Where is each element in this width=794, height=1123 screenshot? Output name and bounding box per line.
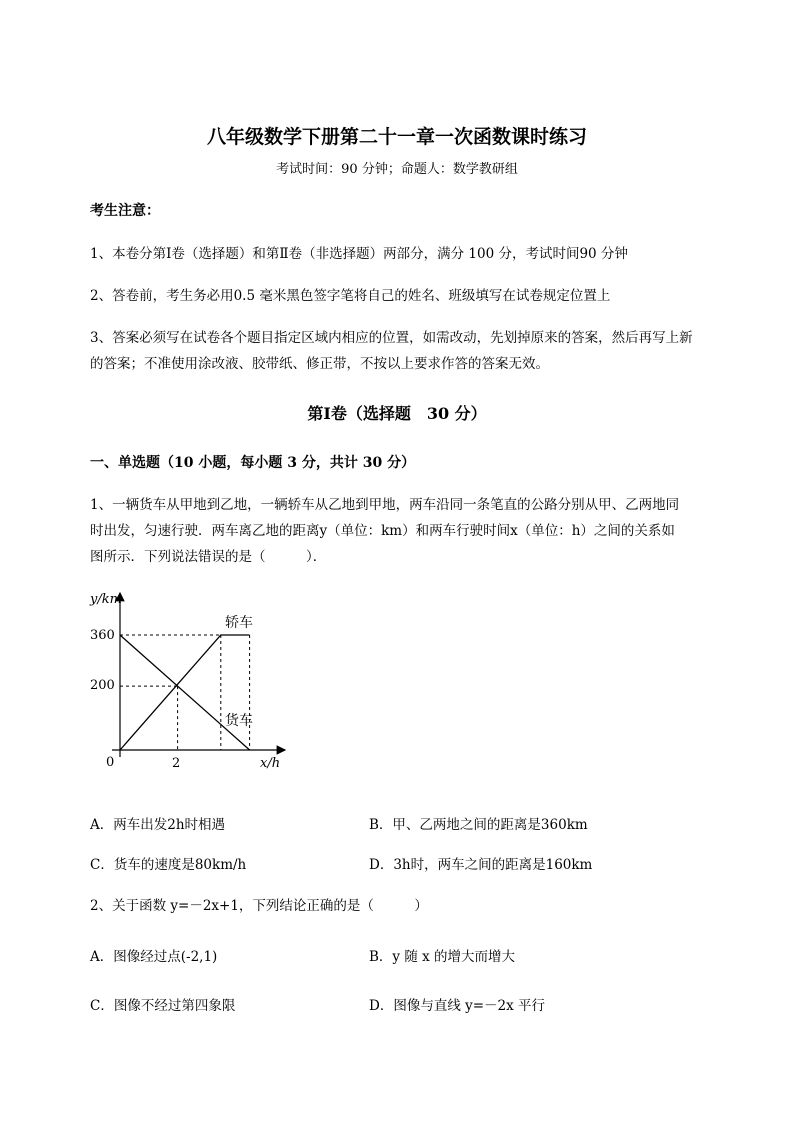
series-lines [120,635,250,750]
part-heading: 一、单选题（10 小题，每小题 3 分，共计 30 分） [90,455,416,471]
q1-option-c: C．货车的速度是80km/h [90,857,247,873]
x-axis-label: x/h [260,756,281,771]
q2-option-a: A．图像经过点(-2,1) [90,949,218,965]
q2-option-b: B．y 随 x 的增大而增大 [369,949,516,965]
notice-item-1: 1、本卷分第Ⅰ卷（选择题）和第Ⅱ卷（非选择题）两部分，满分 100 分，考试时间90 分钟 [90,246,628,262]
q2-option-c: C．图像不经过第四象限 [90,998,236,1014]
x-tick-label-2: 2 [172,756,181,771]
truck-line [120,635,250,750]
origin-label: 0 [106,755,115,770]
section-title: 第Ⅰ卷（选择题 30 分） [307,404,487,423]
y-tick-label-200: 200 [90,678,115,693]
notice-item-2: 2、答卷前，考生务必用0.5 毫米黑色签字笔将自己的姓名、班级填写在试卷规定位置上 [90,288,611,304]
q1-stem-line1: 1、一辆货车从甲地到乙地，一辆轿车从乙地到甲地，两车沿同一条笔直的公路分别从甲、乙两地同 [90,497,680,513]
y-tick-label-360: 360 [90,628,115,643]
q1-option-d: D．3h时，两车之间的距离是160km [369,857,593,873]
series-label-truck: 货车 [225,713,253,729]
notice-heading: 考生注意： [90,203,160,219]
exam-info: 考试时间：90 分钟；命题人：数学教研组 [276,162,518,177]
q1-stem-line2: 时出发，匀速行驶．两车离乙地的距离y（单位：km）和两车行驶时间x（单位：h）之间的关系如 [90,523,675,539]
q1-option-a: A．两车出发2h时相遇 [90,817,226,833]
q2-stem: 2、关于函数 y=－2x+1，下列结论正确的是（ ） [90,898,428,914]
q1-option-b: B．甲、乙两地之间的距离是360km [369,817,588,833]
notice-item-3-line1: 3、答案必须写在试卷各个题目指定区域内相应的位置，如需改动，先划掉原来的答案，然后再写上新 [90,330,693,346]
y-axis-label: y/km [90,592,122,607]
q2-option-d: D．图像与直线 y=－2x 平行 [369,998,546,1014]
q1-chart [80,585,300,780]
notice-item-3-line2: 的答案；不准使用涂改液、胶带纸、修正带，不按以上要求作答的答案无效。 [90,356,549,372]
page-title: 八年级数学下册第二十一章一次函数课时练习 [206,126,587,148]
series-label-car: 轿车 [225,615,253,631]
q1-stem-line3: 图所示．下列说法错误的是（ ）． [90,549,327,565]
